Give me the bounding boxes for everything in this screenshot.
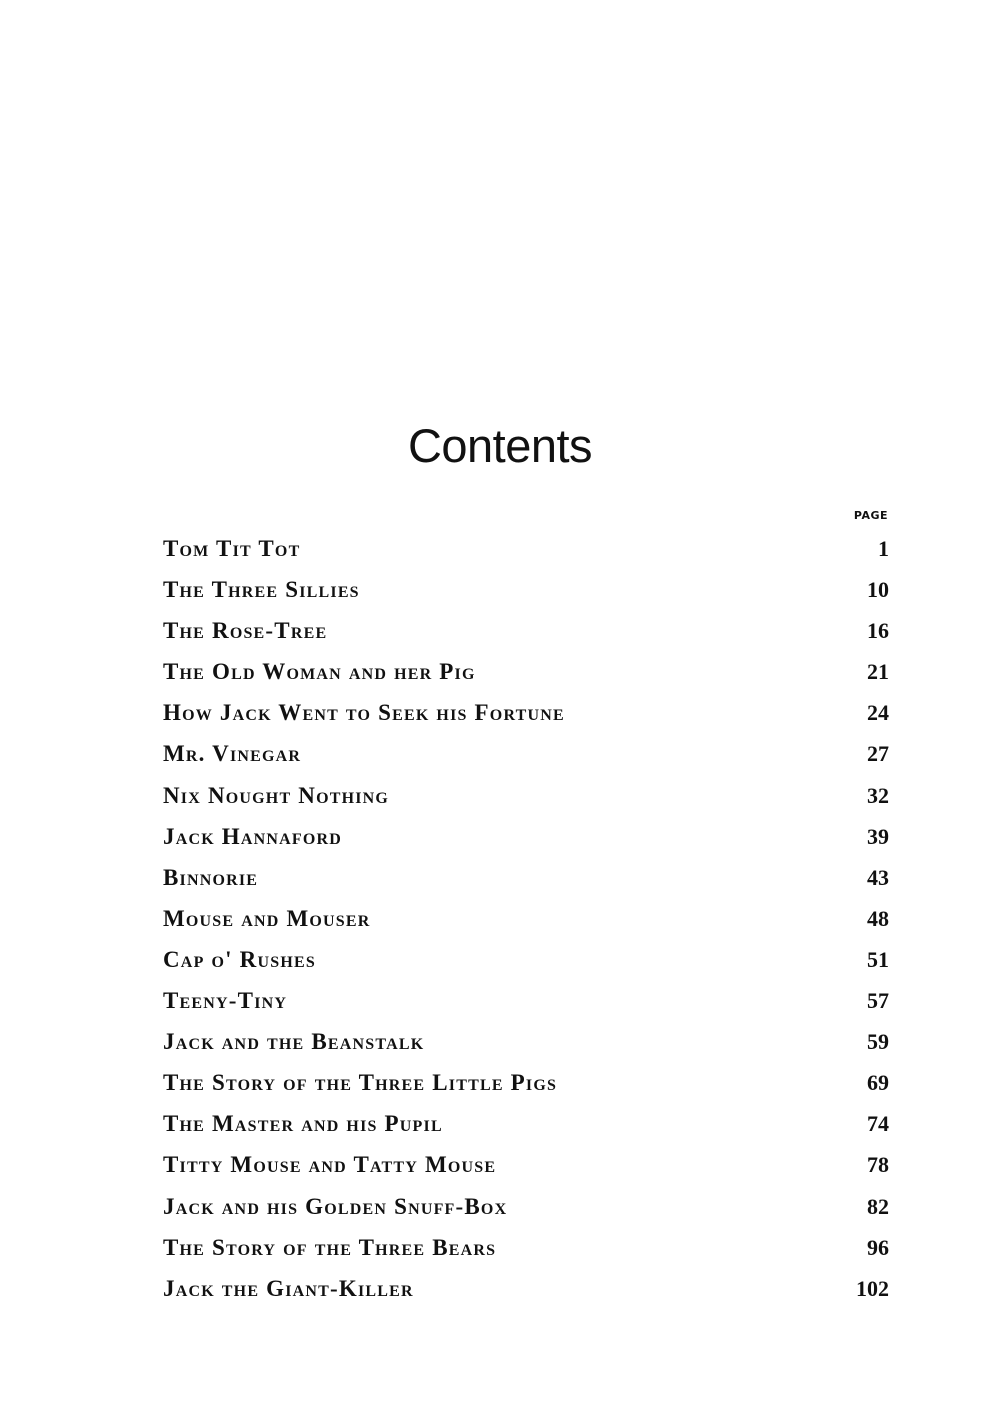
toc-entry-title: Teeny-Tiny [163, 988, 288, 1014]
page-column-label: PAGE [853, 509, 888, 522]
toc-entry-page-number: 1 [878, 536, 889, 561]
toc-entry-title: The Story of the Three Little Pigs [163, 1070, 558, 1096]
toc-entry-title: The Story of the Three Bears [163, 1234, 497, 1260]
toc-entry [163, 980, 891, 1021]
toc-entry-title: Jack and the Beanstalk [163, 1029, 425, 1055]
toc-entry [163, 1021, 891, 1062]
toc-entry [163, 610, 891, 651]
table-of-contents [163, 528, 891, 1309]
toc-entry-title: Mouse and Mouser [163, 905, 371, 931]
toc-entry [163, 1103, 891, 1144]
toc-entry-page-number: 21 [867, 659, 889, 685]
toc-entry [163, 1062, 891, 1103]
toc-entry-page-number: 32 [867, 782, 889, 808]
toc-entry [163, 898, 891, 939]
toc-entry-title: Titty Mouse and Tatty Mouse [163, 1152, 497, 1178]
toc-entry-title: Jack and his Golden Snuff-Box [163, 1193, 508, 1219]
toc-entry-page-number: 27 [867, 741, 889, 767]
toc-entry-page-number: 48 [867, 905, 889, 931]
toc-entry-title: The Old Woman and her Pig [163, 659, 476, 685]
toc-entry-page-number: 24 [867, 700, 889, 726]
toc-entry [163, 1144, 891, 1185]
toc-entry-page-number: 43 [867, 864, 889, 890]
toc-entry-title: Jack Hannaford [163, 823, 343, 849]
toc-entry [163, 733, 891, 774]
toc-entry [163, 816, 891, 857]
toc-entry-page-number: 39 [867, 823, 889, 849]
toc-entry-title: The Master and his Pupil [163, 1111, 443, 1137]
toc-entry-page-number: 57 [867, 988, 889, 1014]
toc-entry-title: Binnorie [163, 864, 259, 890]
toc-entry-title: How Jack Went to Seek his Fortune [163, 700, 565, 726]
page-title: Contents [407, 419, 593, 472]
toc-entry [163, 528, 891, 569]
toc-entry [163, 1186, 891, 1227]
toc-entry-page-number: 69 [867, 1070, 889, 1096]
toc-entry-page-number: 51 [867, 946, 889, 972]
toc-entry-title: Nix Nought Nothing [163, 782, 390, 808]
toc-entry [163, 775, 891, 816]
toc-entry-page-number: 78 [867, 1152, 889, 1178]
toc-entry-page-number: 102 [856, 1275, 889, 1301]
toc-entry-page-number: 82 [867, 1193, 889, 1219]
toc-entry-page-number: 10 [867, 577, 889, 603]
toc-entry [163, 939, 891, 980]
toc-entry [163, 857, 891, 898]
toc-entry-title: Tom Tit Tot [163, 536, 301, 561]
toc-entry [163, 1227, 891, 1268]
toc-entry-title: Cap o' Rushes [163, 946, 316, 972]
toc-entry [163, 569, 891, 610]
toc-entry-page-number: 96 [867, 1234, 889, 1260]
toc-entry [163, 1268, 891, 1309]
toc-entry-title: The Three Sillies [163, 577, 360, 603]
toc-entry-title: The Rose-Tree [163, 618, 328, 644]
toc-entry-title: Jack the Giant-Killer [163, 1275, 414, 1301]
toc-entry-page-number: 59 [867, 1029, 889, 1055]
toc-entry-page-number: 74 [867, 1111, 889, 1137]
toc-entry [163, 692, 891, 733]
toc-entry-page-number: 16 [867, 618, 889, 644]
toc-entry-title: Mr. Vinegar [163, 741, 302, 767]
toc-entry [163, 651, 891, 692]
